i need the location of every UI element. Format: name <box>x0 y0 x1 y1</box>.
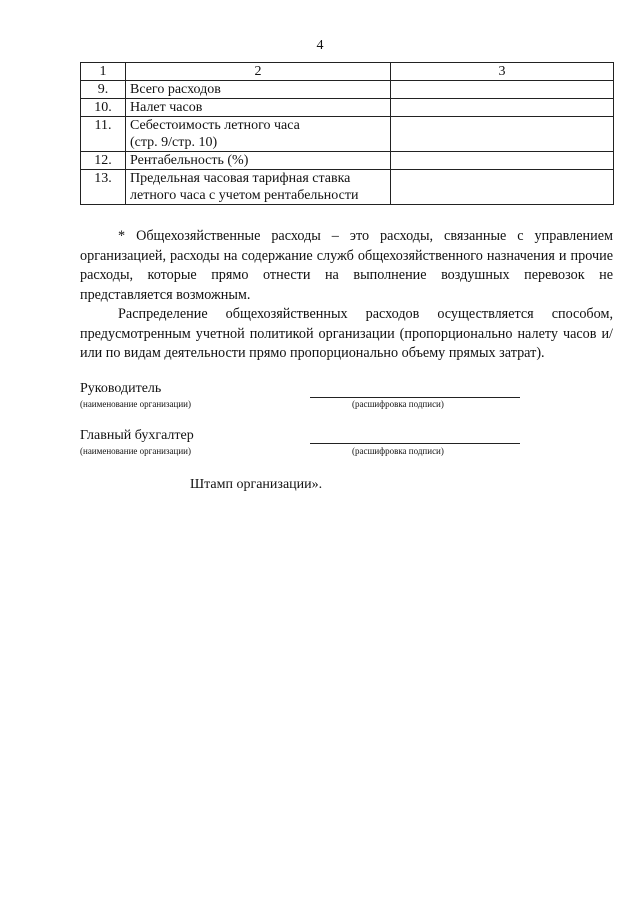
row-label <box>126 81 391 99</box>
row-number: 13. <box>81 170 126 205</box>
table-header-cell: 2 <box>126 63 391 81</box>
page-number: 4 <box>316 38 324 53</box>
accountant-title: Главный бухгалтер <box>80 428 194 443</box>
director-org-caption: (наименование организации) <box>80 399 191 409</box>
footnote-text <box>80 227 613 364</box>
table-header-cell: 1 <box>81 63 126 81</box>
row-value <box>391 81 614 99</box>
table-header-row <box>81 63 614 81</box>
row-label <box>126 170 391 205</box>
row-number: 11. <box>81 117 126 152</box>
row-value <box>391 117 614 152</box>
row-label <box>126 152 391 170</box>
row-label-line: Себестоимость летного часа <box>130 118 300 133</box>
table-row <box>81 170 614 205</box>
row-label <box>126 117 391 152</box>
distribution-paragraph: Распределение общехозяйственных расходов осуществляется способом, предусмотренным учетной политикой организации (пропорционально налету часов и/или по видам деятельности прямо пропорционально объему прямых затрат). <box>80 306 613 361</box>
table-row <box>81 99 614 117</box>
row-label <box>126 99 391 117</box>
row-label-line: летного часа с учетом рентабельности <box>130 188 359 203</box>
row-number: 10. <box>81 99 126 117</box>
accountant-org-caption: (наименование организации) <box>80 446 191 456</box>
row-label-line: Всего расходов <box>130 82 221 97</box>
accountant-sign-caption: (расшифровка подписи) <box>352 446 444 456</box>
row-label-line: (стр. 9/стр. 10) <box>130 135 218 150</box>
table-row <box>81 81 614 99</box>
director-sign-caption: (расшифровка подписи) <box>352 399 444 409</box>
director-title: Руководитель <box>80 381 162 396</box>
table-header-cell: 3 <box>391 63 614 81</box>
row-number: 9. <box>81 81 126 99</box>
accountant-signature-line <box>310 443 520 444</box>
table-row <box>81 152 614 170</box>
footnote-paragraph: * Общехозяйственные расходы – это расходы, связанные с управлением организацией, расходы на содержание служб общехозяйственного назначения и прочие расходы, которые прямо отнести на выполнение воздушных перевозок не представляется возможным. <box>80 228 613 303</box>
director-signature-line <box>310 397 520 398</box>
row-label-line: Рентабельность (%) <box>130 153 249 168</box>
expense-table <box>80 62 614 205</box>
row-value <box>391 99 614 117</box>
row-label-line: Предельная часовая тарифная ставка <box>130 171 351 186</box>
row-number: 12. <box>81 152 126 170</box>
stamp-label: Штамп организации». <box>190 477 323 492</box>
table-row <box>81 117 614 152</box>
row-label-line: Налет часов <box>130 100 203 115</box>
row-value <box>391 170 614 205</box>
row-value <box>391 152 614 170</box>
